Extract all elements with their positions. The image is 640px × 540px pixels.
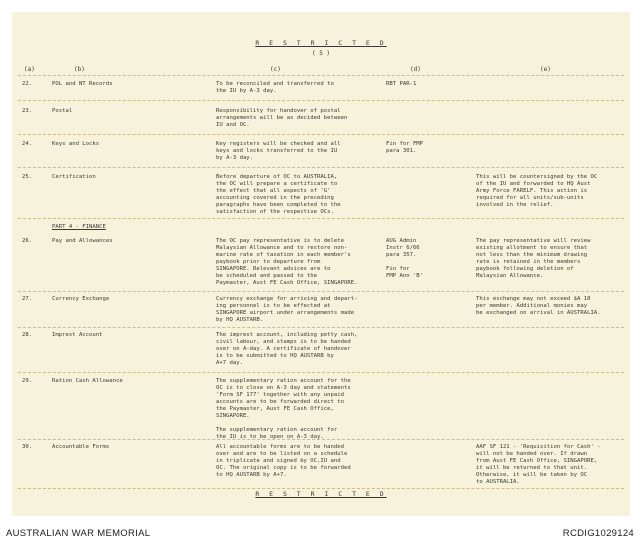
item-number: 24. <box>22 141 33 147</box>
item-remarks: AAF SF 121 - 'Requisition for Cash' - will not be handed over. If drawn from Aust FE Cash Office, SINGAPORE, it will be returned to that unit. Otherwise, it will be taken by OC to AUSTRALIA. <box>476 444 601 485</box>
archive-reference: RCDIG1029124 <box>562 528 634 539</box>
column-header-e: (e) <box>540 66 551 73</box>
item-reference: Fin for FMP para 301. <box>386 141 424 154</box>
item-number: 29. <box>22 378 33 384</box>
row-divider <box>18 100 624 101</box>
part-heading: PART 4 - FINANCE <box>52 224 106 230</box>
document-page <box>12 12 630 516</box>
item-number: 27. <box>22 296 33 302</box>
archive-credit: AUSTRALIAN WAR MEMORIAL <box>6 528 151 539</box>
item-action: All accountable forms are to be handed over and are to be listed on a schedule in triplicate and signed by OC,IU and OC. The original copy is to be forwarded to HQ AUSTARB by A+7. <box>216 444 351 478</box>
item-title: Currency Exchange <box>52 296 110 302</box>
item-action: Responsibility for handover of postal arrangements will be as decided between IU and OC. <box>216 108 348 128</box>
item-number: 28. <box>22 332 33 338</box>
item-title: Certification <box>52 174 96 180</box>
item-number: 30. <box>22 444 33 450</box>
page-number: ( 5 ) <box>311 50 331 57</box>
item-action: The imprest account, including petty cash, civil labour, and stamps is to be handed over on A-day. A certificate of handover is to be submitted to HQ AUSTARB by A+7 day. <box>216 332 358 366</box>
row-divider <box>18 488 624 489</box>
item-title: Ration Cash Allowance <box>52 378 123 384</box>
item-number: 25. <box>22 174 33 180</box>
item-number: 22. <box>22 81 33 87</box>
row-divider <box>18 327 624 328</box>
row-divider <box>18 439 624 440</box>
item-title: Imprest Account <box>52 332 103 338</box>
item-title: Pay and Allowances <box>52 238 113 244</box>
item-title: Postal <box>52 108 73 114</box>
item-action: Currency exchange for arriving and depart- ing personnel is to be effected at SINGAPORE airport under arrangements made by HQ AUSTARB. <box>216 296 358 323</box>
item-action: The supplementary ration account for the OC is to close on A-3 day and statements 'Form SF 177' together with any unpaid accounts are to be forwarded direct to the Paymaster, Aust FE Cash Office, SINGAPORE. The supplementary ration account for the IU is to be open on A-3 day. <box>216 378 351 440</box>
item-number: 26. <box>22 238 33 244</box>
item-title: Keys and Locks <box>52 141 100 147</box>
row-divider <box>18 167 624 168</box>
column-header-b: (b) <box>74 66 85 73</box>
row-divider <box>18 218 624 219</box>
item-action: Key registers will be checked and all keys and locks transferred to the IU by A-3 day. <box>216 141 341 161</box>
item-title: POL and NT Records <box>52 81 113 87</box>
restricted-footer: R E S T R I C T E D <box>255 490 387 498</box>
item-remarks: This will be countersigned by the OC of the IU and forwarded to HQ Aust Army Force FARELF. This action is required for all units/sub-units involved in the relief. <box>476 174 598 208</box>
item-action: Before departure of OC to AUSTRALIA, the OC will prepare a certificate to the effect that all aspects of 'G' accounting covered in the preceding paragraphs have been completed to the satisfaction of the respective OCs. <box>216 174 341 215</box>
item-action: To be reconciled and transferred to the IU by A-3 day. <box>216 81 334 94</box>
restricted-header: R E S T R I C T E D <box>255 39 387 47</box>
item-title: Accountable Forms <box>52 444 110 450</box>
item-reference: AUG Admin Instr 6/66 para 357. Fin for FMP Ann 'B' <box>386 238 424 279</box>
item-reference: RBT PAR-1 <box>386 81 417 87</box>
row-divider <box>18 75 624 76</box>
column-header-d: (d) <box>410 66 421 73</box>
column-header-c: (c) <box>270 66 281 73</box>
item-action: The OC pay representative is to delete Malaysian Allowance and to restore non- marine rate of taxation in each member's paybook prior to departure from SINGAPORE. Relevant advices are to be scheduled and passed to the Paymaster, Aust FE Cash Office, SINGAPORE. <box>216 238 358 286</box>
column-header-a: (a) <box>24 66 35 73</box>
item-remarks: This exchange may not exceed $A 10 per member. Additional monies may be exchanged on arrival in AUSTRALIA. <box>476 296 601 316</box>
item-remarks: The pay representative will review existing allotment to ensure that not less than the minimum drawing rate is retained in the members paybook following deletion of Malaysian Allowance. <box>476 238 591 279</box>
row-divider <box>18 291 624 292</box>
item-number: 23. <box>22 108 33 114</box>
row-divider <box>18 134 624 135</box>
row-divider <box>18 372 624 373</box>
